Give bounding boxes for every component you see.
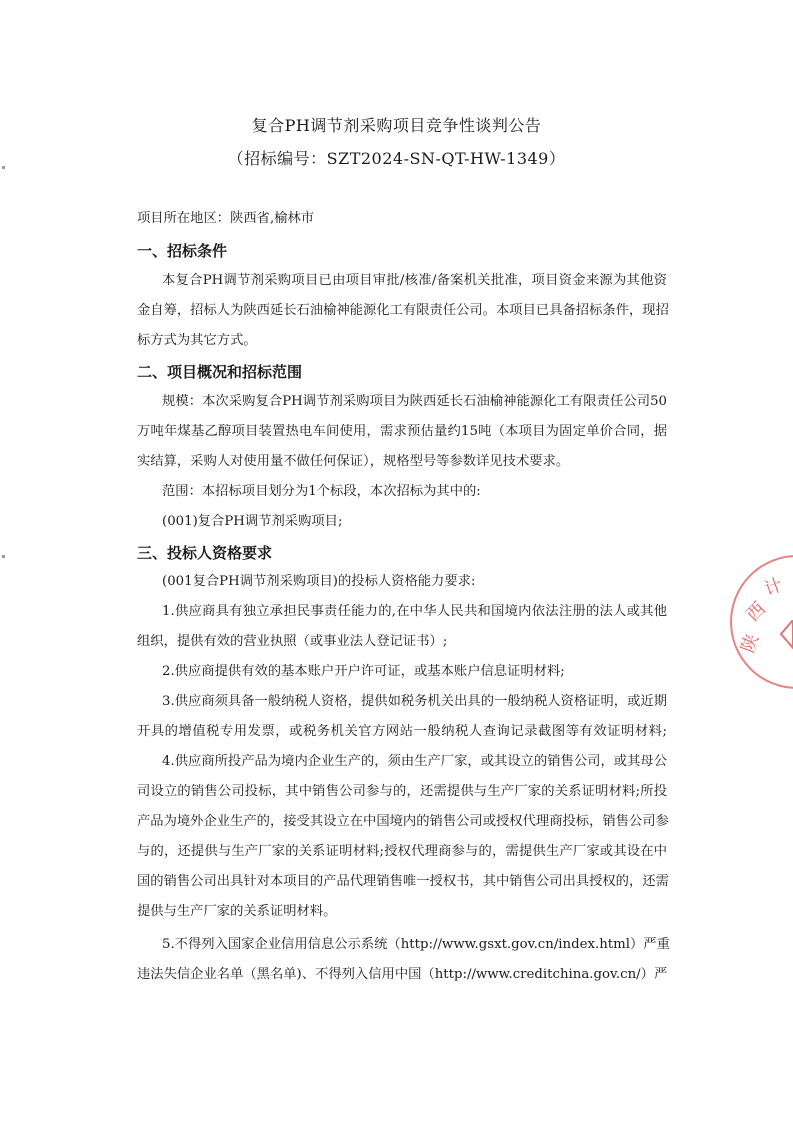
requirement-item: 开具的增值税专用发票，或税务机关官方网站一般纳税人查询记录截图等有效证明材料; <box>137 724 667 739</box>
paragraph-line: 万吨年煤基乙醇项目装置热电车间使用，需求预估量约15吨（本项目为固定单价合同，据 <box>137 424 667 439</box>
requirement-item: 国的销售公司出具针对本项目的产品代理销售唯一授权书，其中销售公司出具授权的，还需 <box>137 874 669 889</box>
requirement-item: 5.不得列入国家企业信用信息公示系统（http://www.gsxt.gov.cn/index.html）严重 <box>162 937 670 952</box>
document-title: 复合PH调节剂采购项目竞争性谈判公告 <box>251 116 542 135</box>
requirement-item: 与的，还提供与生产厂家的关系证明材料;授权代理商参与的，需提供生产厂家或其设在中 <box>137 844 667 859</box>
seal-text-char: 西 <box>742 598 770 626</box>
section-heading-1: 一、招标条件 <box>137 242 228 260</box>
bid-number: （招标编号：SZT2024-SN-QT-HW-1349） <box>227 149 566 168</box>
requirement-item: 司设立的销售公司投标，其中销售公司参与的，还需提供与生产厂家的关系证明材料;所投 <box>137 784 667 799</box>
project-region: 项目所在地区：陕西省,榆林市 <box>137 211 315 226</box>
requirement-item: 3.供应商须具备一般纳税人资格，提供如税务机关出具的一般纳税人资格证明，或近期 <box>162 694 667 709</box>
paragraph-line: 本复合PH调节剂采购项目已由项目审批/核准/备案机关批准，项目资金来源为其他资 <box>162 273 667 288</box>
requirement-item: 1.供应商具有独立承担民事责任能力的,在中华人民共和国境内依法注册的法人或其他 <box>162 604 667 619</box>
paragraph-line: 实结算，采购人对使用量不做任何保证），规格型号等参数详见技术要求。 <box>137 454 570 469</box>
paragraph-line: 范围：本招标项目划分为1个标段，本次招标为其中的: <box>162 484 481 499</box>
requirement-item: 4.供应商所投产品为境内企业生产的，须由生产厂家，或其设立的销售公司，或其母公 <box>162 754 667 769</box>
requirement-item: 组织，提供有效的营业执照（或事业法人登记证书）; <box>137 634 448 649</box>
paragraph-line: 标方式为其它方式。 <box>137 333 257 348</box>
requirement-item: 产品为境外企业生产的，接受其设立在中国境内的销售公司或授权代理商投标，销售公司参 <box>137 814 669 829</box>
seal-text-char: 计 <box>761 574 786 601</box>
requirement-item: 2.供应商提供有效的基本账户开户许可证，或基本账户信息证明材料; <box>162 664 565 679</box>
section-heading-2: 二、项目概况和招标范围 <box>137 363 303 381</box>
section-heading-3: 三、投标人资格要求 <box>137 544 273 562</box>
paragraph-line: 规模：本次采购复合PH调节剂采购项目为陕西延长石油榆神能源化工有限责任公司50 <box>162 394 667 409</box>
seal-star-icon <box>772 620 793 650</box>
paragraph-line: 金自筹，招标人为陕西延长石油榆神能源化工有限责任公司。本项目已具备招标条件，现招 <box>137 303 669 318</box>
requirement-item: 提供与生产厂家的关系证明材料。 <box>137 904 337 919</box>
requirement-item: 违法失信企业名单（黑名单)、不得列入信用中国（http://www.creditchina.gov.cn/）严 <box>137 967 668 982</box>
paragraph-line: (001)复合PH调节剂采购项目; <box>162 514 343 529</box>
paragraph-line: (001复合PH调节剂采购项目)的投标人资格能力要求: <box>162 574 476 589</box>
scan-mark <box>2 555 5 558</box>
seal-text-char: 陕 <box>737 631 764 656</box>
